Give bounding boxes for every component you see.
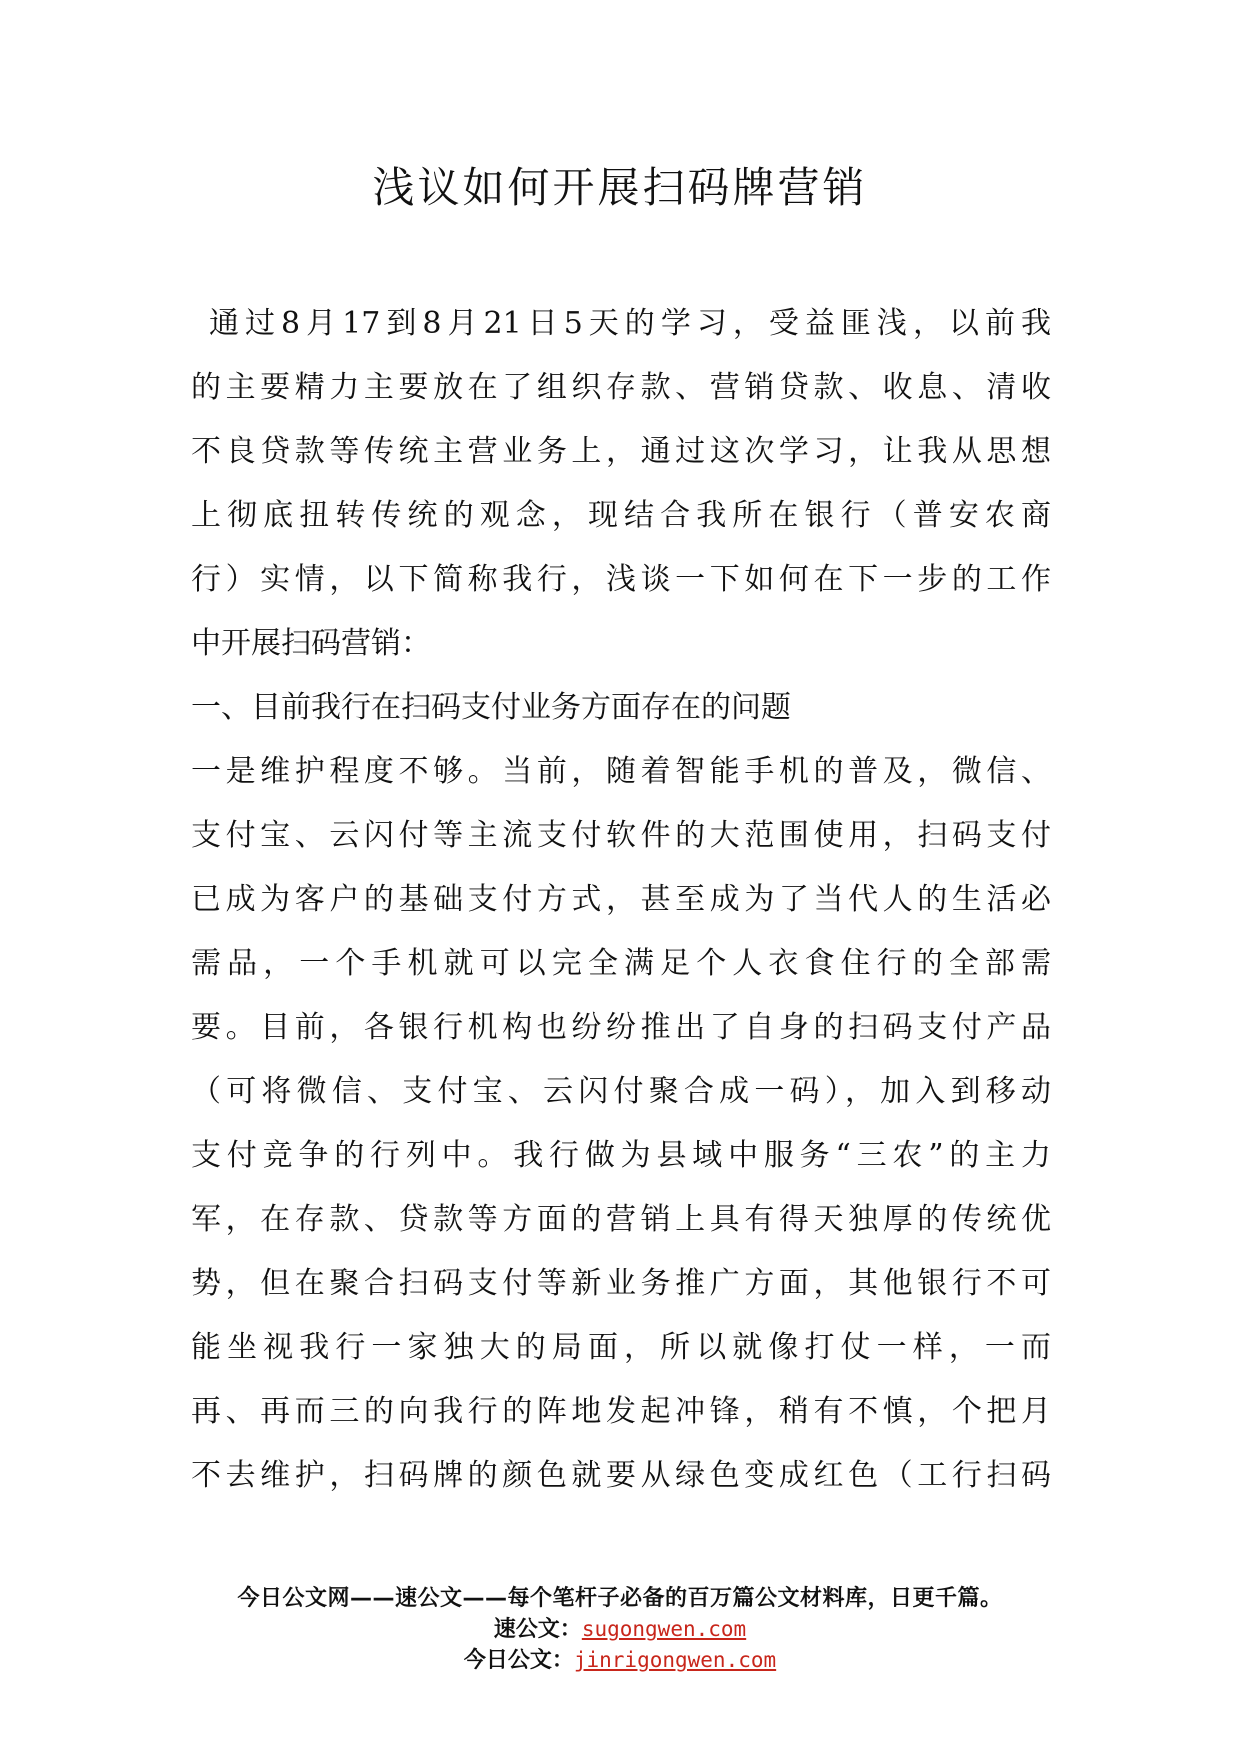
body-line-1: 通过8月17到8月21日5天的学习，受益匪浅，以前我 [209,306,1051,341]
body-line-15: 军，在存款、贷款等方面的营销上具有得天独厚的传统优 [191,1202,1051,1237]
body-line-5: 行）实情，以下简称我行，浅谈一下如何在下一步的工作 [191,562,1051,597]
body-line-18: 再、再而三的向我行的阵地发起冲锋，稍有不慎，个把月 [191,1394,1051,1429]
footer-banner: 今日公文网——速公文——每个笔杆子必备的百万篇公文材料库，日更千篇。 [237,1586,1003,1611]
body-line-14: 支付竞争的行列中。我行做为县域中服务“三农”的主力 [191,1138,1051,1173]
body-line-8: 一是维护程度不够。当前，随着智能手机的普及，微信、 [191,754,1051,789]
footer-site-1 [0,1614,1240,1645]
document-title: 浅议如何开展扫码牌营销 [372,163,868,212]
body-line-16: 势，但在聚合扫码支付等新业务推广方面，其他银行不可 [191,1266,1051,1301]
footer-site-2-link[interactable]: jinrigongwen.com [573,1648,777,1672]
body-line-12: 要。目前，各银行机构也纷纷推出了自身的扫码支付产品 [191,1010,1051,1045]
section-heading-1: 一、目前我行在扫码支付业务方面存在的问题 [191,690,791,725]
footer-site-2-label: 今日公文： [463,1648,574,1673]
body-line-13: （可将微信、支付宝、云闪付聚合成一码），加入到移动 [191,1074,1051,1109]
body-line-6: 中开展扫码营销： [191,626,431,661]
page-footer [0,1583,1240,1676]
footer-site-2 [0,1645,1240,1676]
body-line-10: 已成为客户的基础支付方式，甚至成为了当代人的生活必 [191,882,1051,917]
body-line-11: 需品，一个手机就可以完全满足个人衣食住行的全部需 [191,946,1051,981]
footer-site-1-link[interactable]: sugongwen.com [581,1617,747,1641]
footer-site-1-label: 速公文： [493,1617,582,1642]
body-line-3: 不良贷款等传统主营业务上，通过这次学习，让我从思想 [191,434,1051,469]
body-line-4: 上彻底扭转传统的观念，现结合我所在银行（普安农商 [191,498,1051,533]
body-line-17: 能坐视我行一家独大的局面，所以就像打仗一样，一而 [191,1330,1051,1365]
body-line-2: 的主要精力主要放在了组织存款、营销贷款、收息、清收 [191,370,1051,405]
document-body [191,292,1051,1508]
body-line-9: 支付宝、云闪付等主流支付软件的大范围使用，扫码支付 [191,818,1051,853]
body-line-19: 不去维护，扫码牌的颜色就要从绿色变成红色（工行扫码 [191,1458,1051,1493]
